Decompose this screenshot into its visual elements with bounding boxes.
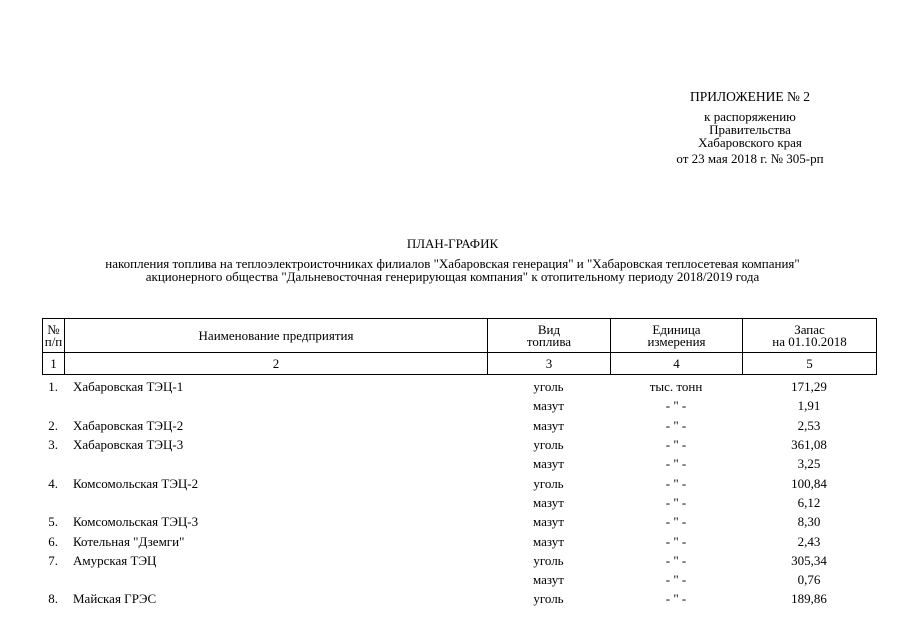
row-name: Майская ГРЭС [73,591,157,607]
row-number: 3. [48,437,58,453]
row-number: 5. [48,514,58,530]
row-number: 4. [48,475,58,491]
row-fuel: мазут [533,572,564,588]
table-row [42,454,876,473]
appendix-line: от 23 мая 2018 г. № 305-рп [676,151,824,166]
row-unit: - " - [665,475,687,491]
row-fuel: мазут [533,533,564,549]
row-fuel: уголь [533,591,564,607]
row-number [42,570,64,589]
row-fuel: мазут [533,398,564,414]
row-number: 2. [48,417,58,433]
table-row [42,570,876,589]
header-unit: Единица измерения [611,319,743,353]
table-row [42,435,876,454]
row-number: 6. [48,533,58,549]
row-name [64,454,487,473]
table-row [42,473,876,492]
row-stock: 171,29 [791,379,827,395]
row-stock: 0,76 [797,572,821,588]
table-row [42,416,876,435]
row-number: 1. [48,379,58,395]
row-name: Комсомольская ТЭЦ-3 [73,514,199,530]
row-number: 7. [48,552,58,568]
row-stock: 2,43 [797,533,821,549]
row-name: Хабаровская ТЭЦ-1 [73,379,184,395]
row-unit: - " - [665,417,687,433]
row-stock: 361,08 [791,437,827,453]
doc-subtitle: накопления топлива на теплоэлектроисточниках филиалов "Хабаровская генерация" и "Хабаровская теплосетевая компания" [105,256,800,271]
row-name [64,570,487,589]
appendix-title: ПРИЛОЖЕНИЕ № 2 [689,89,811,104]
table-body [42,377,876,609]
row-fuel: уголь [533,379,564,395]
row-fuel: уголь [533,552,564,568]
header-name: Наименование предприятия [65,319,488,353]
table-row [42,531,876,550]
table-header [42,318,877,375]
row-name: Комсомольская ТЭЦ-2 [73,475,199,491]
row-unit: - " - [665,494,687,510]
doc-subtitle: акционерного общества "Дальневосточная генерирующая компания" к отопительному периоду 2018/2019 года [145,269,760,284]
row-stock: 1,91 [797,398,821,414]
appendix-line: Хабаровского края [698,135,802,150]
row-stock: 8,30 [797,514,821,530]
row-stock: 305,34 [791,552,827,568]
row-stock: 100,84 [791,475,827,491]
row-stock: 3,25 [797,456,821,472]
doc-title: ПЛАН-ГРАФИК [406,236,499,251]
row-name: Хабаровская ТЭЦ-3 [73,437,184,453]
row-unit: - " - [665,591,687,607]
row-fuel: уголь [533,475,564,491]
row-name [64,396,487,415]
row-number [42,454,64,473]
header-no: № п/п [43,319,65,353]
row-number: 8. [48,591,58,607]
row-unit: - " - [665,398,687,414]
row-fuel: мазут [533,494,564,510]
row-name [64,493,487,512]
row-fuel: мазут [533,417,564,433]
table-row [42,396,876,415]
row-number [42,396,64,415]
row-fuel: уголь [533,437,564,453]
row-stock: 6,12 [797,494,821,510]
appendix-line: Правительства [709,122,791,137]
appendix-block [640,90,860,165]
row-unit: - " - [665,533,687,549]
header-stock: Запас на 01.10.2018 [743,319,877,353]
row-unit: - " - [665,552,687,568]
row-unit: - " - [665,572,687,588]
row-unit: тыс. тонн [649,379,703,395]
col-number: 1 [43,353,65,375]
row-number [42,493,64,512]
row-name: Хабаровская ТЭЦ-2 [73,417,184,433]
row-stock: 189,86 [791,591,827,607]
col-number: 3 [488,353,611,375]
row-name: Амурская ТЭЦ [73,552,157,568]
table-row [42,493,876,512]
row-stock: 2,53 [797,417,821,433]
table-row [42,589,876,608]
header-fuel: Вид топлива [488,319,611,353]
row-unit: - " - [665,456,687,472]
col-number: 2 [65,353,488,375]
appendix-line: к распоряжению [704,109,796,124]
table-row [42,377,876,396]
row-fuel: мазут [533,514,564,530]
row-unit: - " - [665,514,687,530]
row-name: Котельная "Дземги" [73,533,185,549]
table-row [42,512,876,531]
col-number: 5 [743,353,877,375]
row-fuel: мазут [533,456,564,472]
row-unit: - " - [665,437,687,453]
table-row [42,551,876,570]
col-number: 4 [611,353,743,375]
